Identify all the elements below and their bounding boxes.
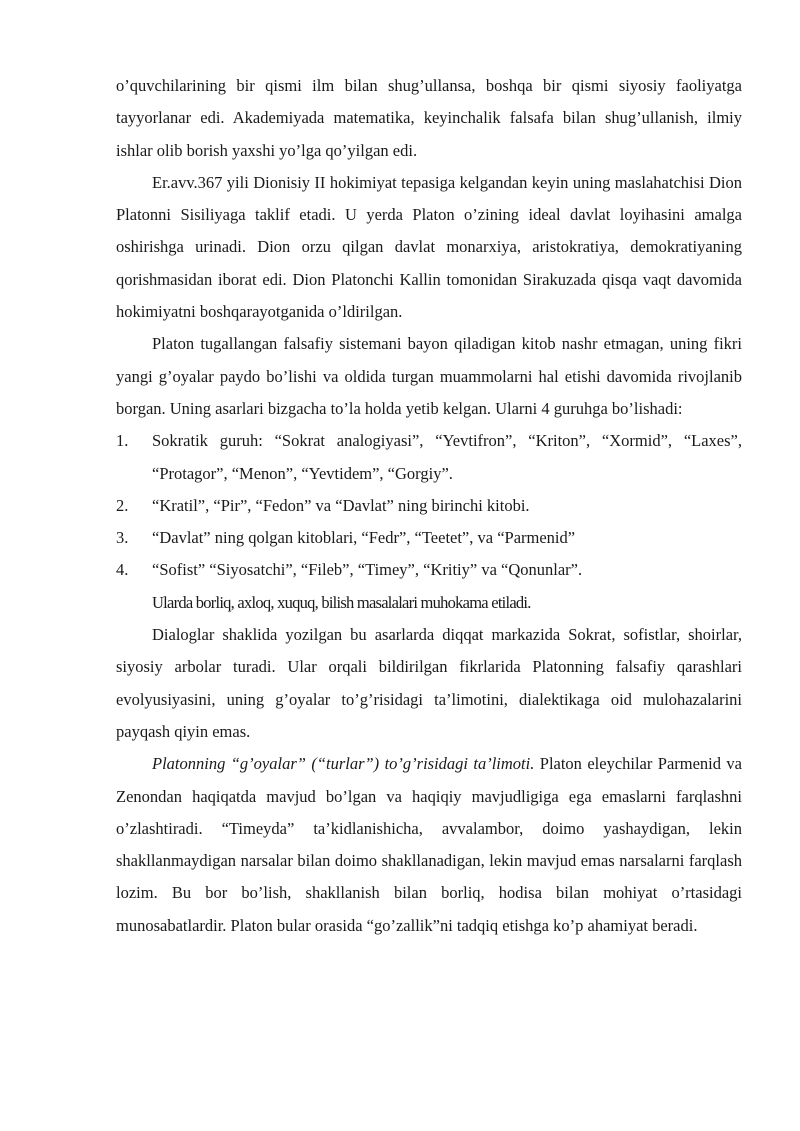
list-item [116,522,742,554]
paragraph-1: o’quvchilarining bir qismi ilm bilan shug’ullansa, boshqa bir qismi siyosiy faoliyatga tayyorlanar edi. Akademiyada matematika, keyinchalik falsafa bilan shug’ullanish, ilmiy ishlar olib borish yaxshi yo’lga qo’yilgan edi. [116,76,742,160]
list-item [116,490,742,522]
section-heading-italic: Platonning “g’oyalar” (“turlar”) to’g’risidagi ta’limoti. [152,754,535,774]
works-list [116,425,742,619]
list-item [116,425,742,490]
document-page [116,70,742,942]
list-text: “Kratil”, “Pir”, “Fedon” va “Davlat” ning birinchi kitobi. [152,495,530,515]
list-number: 2. [116,495,129,515]
paragraph-3: Platon tugallangan falsafiy sistemani bayon qiladigan kitob nashr etmagan, uning fikri yangi g’oyalar paydo bo’lishi va oldida turgan muammolarni hal etishi davomida rivojlanib borgan. Uning asarlari bizgacha to’la holda yetib kelgan. Ularni 4 guruhga bo’lishadi: [116,334,742,418]
list-text: “Davlat” ning qolgan kitoblari, “Fedr”, “Teetet”, va “Parmenid” [152,528,576,548]
list-text: “Sofist” “Siyosatchi”, “Fileb”, “Timey”, “Kritiy” va “Qonunlar”. [152,560,583,580]
list-text-continuation: Ularda borliq, axloq, xuquq, bilish masalalari muhokama etiladi. [152,592,531,612]
paragraph-4: Dialoglar shaklida yozilgan bu asarlarda diqqat markazida Sokrat, sofistlar, shoirlar, siyosiy arbolar turadi. Ular orqali bildirilgan fikrlarida Platonning falsafiy qarashlari evolyusiyasini, uning g’oyalar to’g’risidagi ta’limotini, dialektikaga oid mulohazalarini payqash qiyin emas. [116,625,742,741]
paragraph-2: Er.avv.367 yili Dionisiy II hokimiyat tepasiga kelgandan keyin uning maslahatchisi Dion Platonni Sisiliyaga taklif etadi. U yerda Platon o’zining ideal davlat loyihasini amalga oshirishga urinadi. Dion orzu qilgan davlat monarxiya, aristokratiya, demokratiyaning qorishmasidan iborat edi. Dion Platonchi Kallin tomonidan Sirakuzada qisqa vaqt davomida hokimiyatni boshqarayotganida o’ldirilgan. [116,172,742,322]
paragraph-5-text: Platon eleychilar Parmenid va Zenondan haqiqatda mavjud bo’lgan va haqiqiy mavjudligiga ega emaslarni farqlashni o’zlashtiradi. “Timeyda” ta’kidlanishicha, avvalambor, doimo yashaydigan, lekin shakllanmaydigan narsalar bilan doimo shakllanadigan, lekin mavjud emas narsalarni farqlash lozim. Bu bor bo’lish, shakllanish bilan borliq, hodisa bilan mohiyat o’rtasidagi munosabatlardir. Platon bular orasida “go’zallik”ni tadqiq etishga ko’p ahamiyat beradi. [116,754,742,935]
list-item [116,554,742,619]
list-number: 3. [116,528,129,548]
list-text: Sokratik guruh: “Sokrat analogiyasi”, “Yevtifron”, “Kriton”, “Xormid”, “Laxes”, “Protagor”, “Menon”, “Yevtidem”, “Gorgiy”. [152,431,742,483]
list-number: 1. [116,431,129,451]
paragraph-5 [116,748,742,942]
list-number: 4. [116,560,129,580]
